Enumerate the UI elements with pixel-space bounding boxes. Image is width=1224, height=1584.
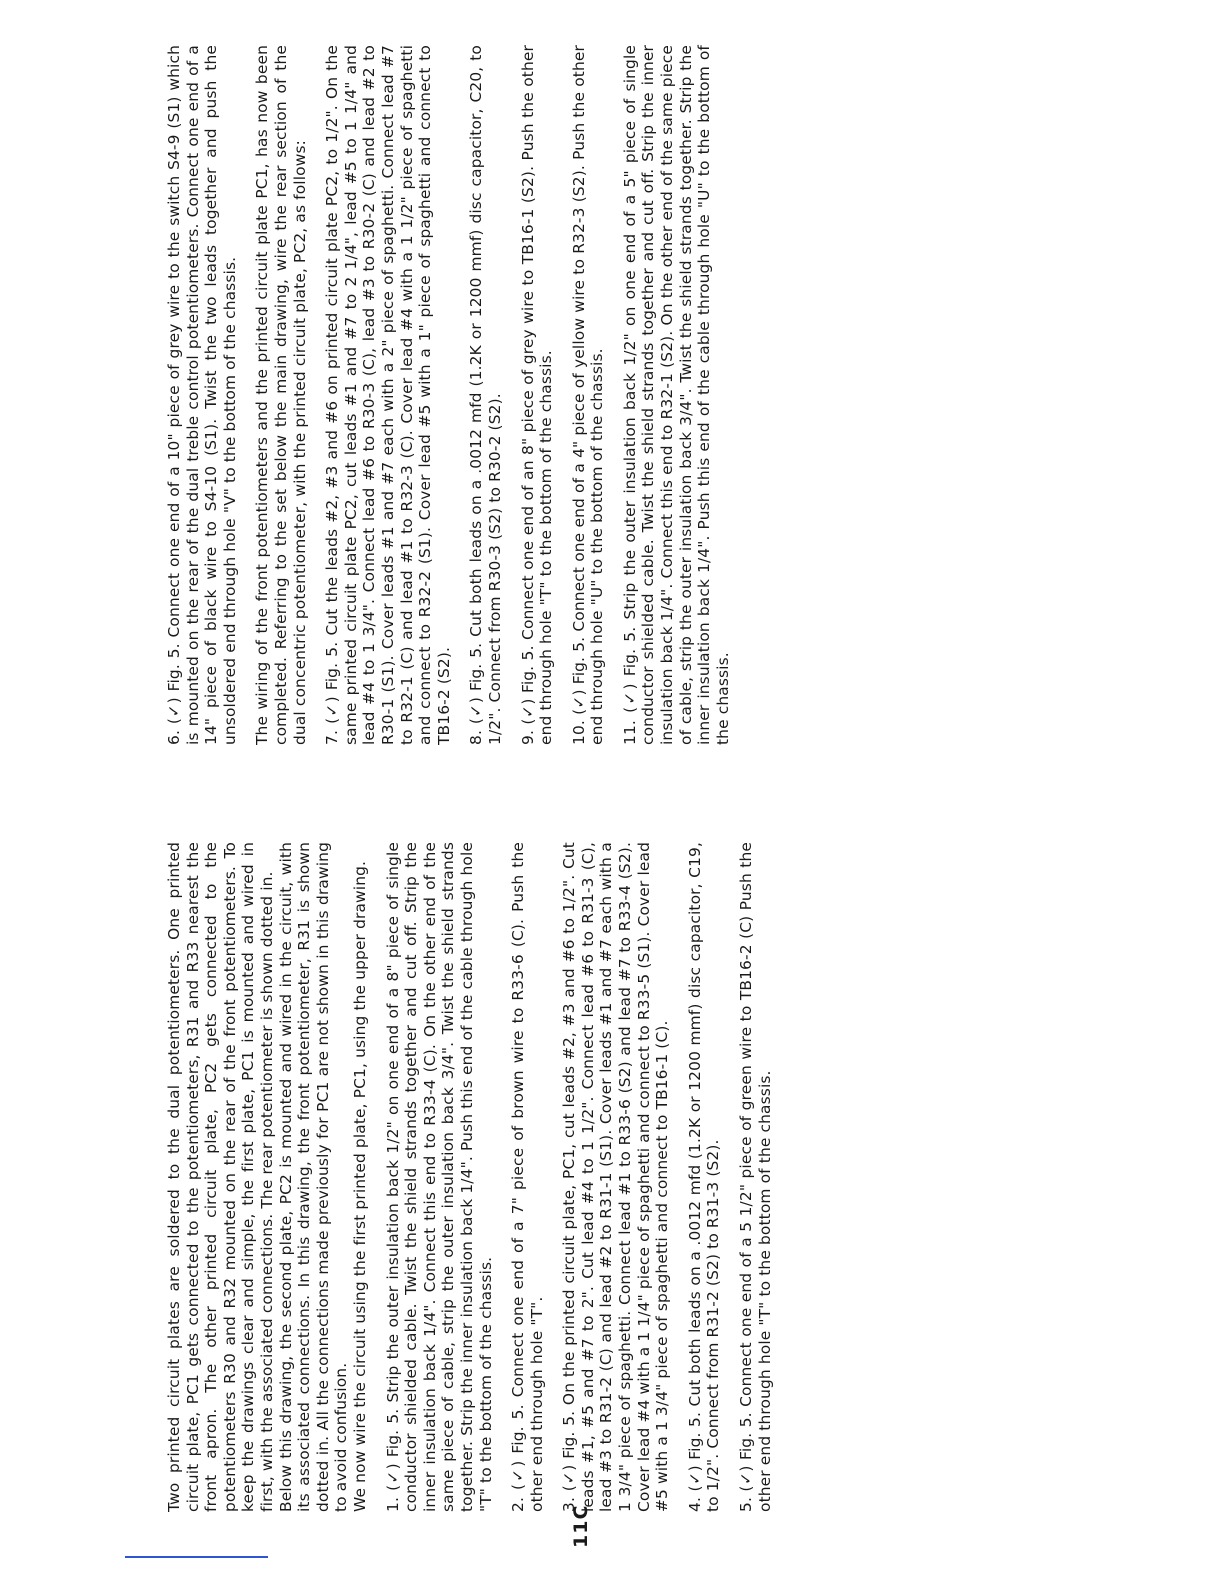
step-4: 4. (✓) Fig. 5. Cut both leads on a .0012 mfd (1.2K or 1200 mmf) disc capacitor, C19, to 1/2". Connect from R31-2 (S2) to R31-3 (S2). [685, 842, 723, 1512]
intro-paragraph-2: Below this drawing, the second plate, PC2 is mounted and wired in the circuit, with its associated connections. In this drawing, the front potentiometer, R31 is shown dotted in. All the connections made previously for PC1 are not shown in this drawing to avoid confusion. [276, 842, 351, 1512]
intro-paragraph-1: Two printed circuit plates are soldered to the dual potentiometers. One printed circuit plate, PC1 gets connected to the potentiometers, R31 and R33 nearest the front apron. The other printed circuit plate, PC2 gets connected to the potentiometers R30 and R32 mounted on the rear of the front potentiometers. To keep the drawings clear and simple, the first plate, PC1 is mounted and wired in first, with the associated connections. The rear potentiometer is shown dotted in. [165, 842, 276, 1512]
right-text-column [165, 45, 746, 745]
step-7: 7. (✓) Fig. 5. Cut the leads #2, #3 and #6 on printed circuit plate PC2, to 1/2". On the same printed circuit plate PC2, cut leads #1 and #7 to 2 1/4", lead #5 to 1 1/4" and lead #4 to 1 3/4". Connect lead #6 to R30-3 (C), lead #3 to R30-2 (C) and lead #2 to R30-1 (S1). Cover leads #1 and #7 each with a 2" piece of spaghetti. Connect lead #7 to R32-1 (C) and lead #1 to R32-3 (C). Cover lead #4 with a 1 1/2" piece of spaghetti and connect to R32-2 (S1). Cover lead #5 with a 1" piece of spaghetti and connect to TB16-2 (S2). [323, 45, 453, 745]
page-number: 11C [570, 1504, 592, 1548]
intro-paragraph-3: We now wire the circuit using the first printed plate, PC1, using the upper drawing. [350, 860, 369, 1512]
step-10: 10. (✓) Fig. 5. Connect one end of a 4" piece of yellow wire to R32-3 (S2). Push the other end through hole "U" to the bottom of the chassis. [569, 45, 607, 745]
scan-artifact-line [125, 1556, 268, 1558]
left-text-column [165, 842, 788, 1512]
step-1: 1. (✓) Fig. 5. Strip the outer insulation back 1/2" on one end of a 8" piece of single conductor shielded cable. Twist the shield strands together and cut off. Strip the inner insulation back 1/4". Connect this end to R33-4 (C). On the other end of the same piece of cable, strip the outer insulation back 3/4". Twist the shield strands together. Strip the inner insulation back 1/4". Push this end of the cable through hole "T" to the bottom of the chassis. [383, 842, 495, 1512]
step-6: 6. (✓) Fig. 5. Connect one end of a 10" piece of grey wire to the switch S4-9 (S1) which is mounted on the rear of the dual treble control potentiometers. Connect one end of a 14" piece of black wire to S4-10 (S1). Twist the two leads together and push the unsoldered end through hole "V" to the bottom of the chassis. [165, 45, 239, 745]
step-2: 2. (✓) Fig. 5. Connect one end of a 7" piece of brown wire to R33-6 (C). Push the other end through hole "T". [509, 842, 546, 1512]
step-9: 9. (✓) Fig. 5. Connect one end of an 8" piece of grey wire to TB16-1 (S2). Push the other end through hole "T" to the bottom of the chassis. [518, 45, 556, 745]
step-11: 11. (✓) Fig. 5. Strip the outer insulation back 1/2" on one end of a 5" piece of single conductor shielded cable. Twist the shield strands together and cut off. Strip the inner insulation back 1/4". Connect this end to R32-1 (S2). On the other end of the same piece of cable, strip the outer insulation back 3/4". Twist the shield strands together. Strip the inner insulation back 1/4". Push this end of the cable through hole "U" to the bottom of the chassis. [620, 45, 732, 745]
step-8: 8. (✓) Fig. 5. Cut both leads on a .0012 mfd (1.2K or 1200 mmf) disc capacitor, C20, to 1/2". Connect from R30-3 (S2) to R30-2 (S2). [467, 45, 504, 745]
step-5: 5. (✓) Fig. 5. Connect one end of a 5 1/2" piece of green wire to TB16-2 (C) Push the other end through hole "T" to the bottom of the chassis. [737, 842, 774, 1512]
intro-paragraph-4: The wiring of the front potentiometers and the printed circuit plate PC1, has now been completed. Referring to the set below the main drawing, wire the rear section of the dual concentric potentiometer, with the printed circuit plate, PC2, as follows: [253, 45, 309, 745]
step-3: 3. (✓) Fig. 5. On the printed circuit plate, PC1, cut leads #2, #3 and #6 to 1/2". Cut leads #1, #5 and #7 to 2". Cut lead #4 to 1 1/2". Connect lead #6 to R31-3 (C), lead #3 to R31-2 (C) and lead #2 to R31-1 (S1). Cover leads #1 and #7 each with a 1 3/4" piece of spaghetti. Connect lead #1 to R33-6 (S2) and lead #7 to R33-4 (S2). Cover lead #4 with a 1 1/4" piece of spaghetti and connect to R33-5 (S1). Cover lead #5 with a 1 3/4" piece of spaghetti and connect to TB16-1 (C). [560, 842, 672, 1512]
